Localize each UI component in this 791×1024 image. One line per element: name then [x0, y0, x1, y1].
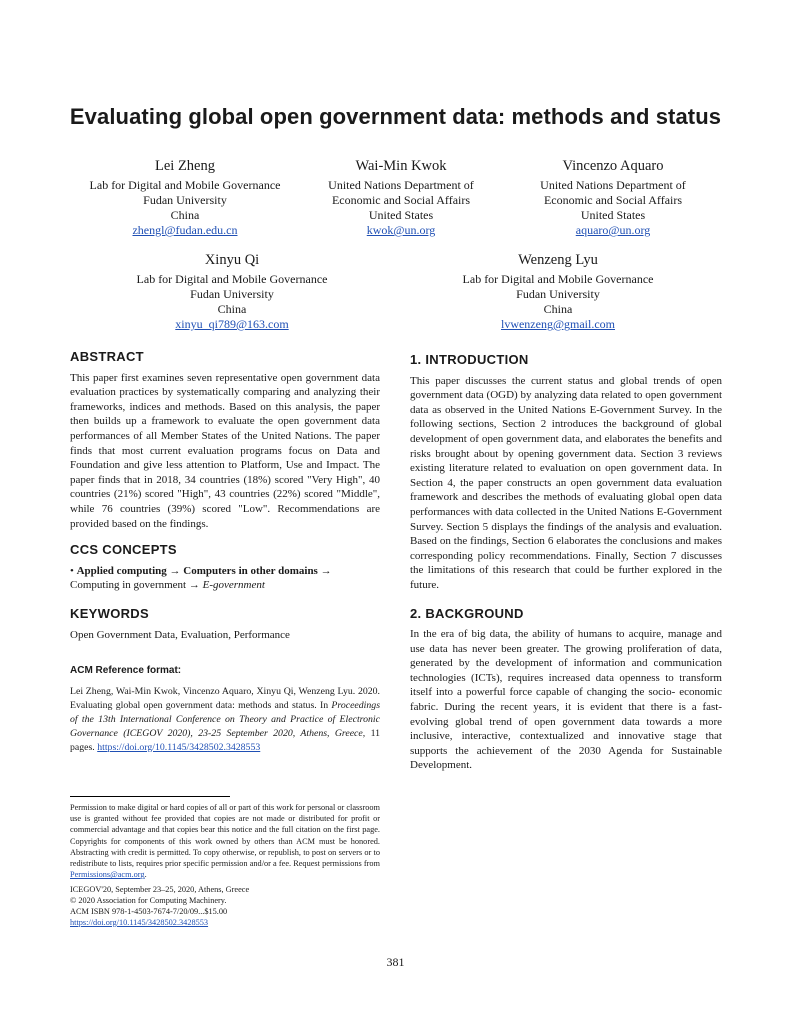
author-name: Lei Zheng [155, 158, 215, 174]
author-affiliation: United Nations Department of [540, 178, 686, 192]
ccs-concept: E-government [202, 579, 265, 592]
conf-line: ACM ISBN 978-1-4503-7674-7/20/09...$15.00 [70, 907, 228, 916]
author-email-link[interactable]: zhengl@fudan.edu.cn [132, 223, 238, 237]
author-block [438, 251, 678, 332]
acm-ref-doi-link[interactable]: https://doi.org/10.1145/3428502.3428553 [97, 741, 261, 753]
keywords-heading: KEYWORDS [70, 605, 149, 621]
author-block [112, 251, 352, 332]
conference-info [70, 884, 380, 928]
background-heading: 2. BACKGROUND [410, 605, 524, 621]
acm-ref-authors: Lei Zheng, Wai-Min Kwok, Vincenzo Aquaro, Xinyu Qi, Wenzeng Lyu. 2020. Evaluating global open government data: methods and status. In [70, 685, 380, 711]
author-affiliation: Lab for Digital and Mobile Governance [89, 178, 281, 192]
left-column [70, 350, 380, 755]
arrow-icon: → [320, 564, 332, 577]
author-email-link[interactable]: lvwenzeng@gmail.com [500, 317, 616, 331]
ccs-concept: Computers in other domains [183, 564, 318, 577]
author-affiliation: Lab for Digital and Mobile Governance [462, 272, 654, 286]
author-country: United States [368, 208, 434, 222]
author-org: Fudan University [190, 287, 274, 301]
arrow-icon: → [169, 564, 181, 577]
introduction-text: This paper discusses the current status and global trends of open government data (OGD) by analyzing data related to open government data as observed in the United Nations E-Government Survey. In the following sections, Section 2 introduces the background of global development of open government data, and elaborates the benefits and risks brought about by opening government data. Section 3 reviews existing literature related to evaluation on open government data. In Section 4, the paper constructs an open government data evaluation framework and describes the methods of evaluating global open data performances with data collected in the United Nations E-Government Survey. Section 5 displays the findings of the analysis and evaluation. Based on the findings, Section 6 elaborates the conclusions and makes corresponding policy recommendations. Finally, Section 7 discusses the limitations of this research that could be further explored in the future. [410, 374, 722, 591]
conf-line: © 2020 Association for Computing Machinery. [70, 896, 227, 905]
author-name: Xinyu Qi [204, 252, 260, 268]
conf-doi-link[interactable]: https://doi.org/10.1145/3428502.3428553 [70, 918, 209, 927]
author-org: Fudan University [143, 193, 227, 207]
author-country: China [217, 302, 247, 316]
permission-period: . [144, 870, 147, 880]
right-column [410, 353, 722, 773]
acm-reference-text [70, 685, 380, 755]
paper-title: Evaluating global open government data: methods and status [69, 104, 722, 129]
abstract-heading: ABSTRACT [70, 349, 144, 364]
footnote-divider [70, 796, 230, 797]
author-email-link[interactable]: kwok@un.org [366, 223, 436, 237]
author-name: Wai-Min Kwok [355, 158, 447, 174]
author-country: China [170, 208, 200, 222]
author-block [288, 157, 514, 238]
arrow-icon: → [188, 579, 200, 592]
ccs-concept: Computing in government [70, 579, 187, 592]
author-country: China [543, 302, 573, 316]
abstract-text: This paper first examines seven representative open government data evaluation practices by systematically comparing and analyzing their frameworks, indices and methods. Based on this analysis, the paper then builds up a framework to evaluate the open government data performances of all Member States of the United Nations. The paper finds that most current evaluation programs focus on Data and Foundation and give less attention to Platform, Use and Impact. The paper finds that in 2018, 34 countries (18%) scored "Very High", 40 countries (21%) scored "High", 43 countries (22%) scored "Middle", while 76 countries (39%) scored "Low". Recommendations are provided based on the findings. [70, 371, 380, 530]
acm-ref-pages: 11 pages. [70, 727, 380, 753]
author-block [500, 157, 726, 238]
permissions-email-link[interactable]: Permissions@acm.org [70, 870, 145, 880]
author-email-link[interactable]: aquaro@un.org [575, 223, 651, 237]
author-email-link[interactable]: xinyu_qi789@163.com [175, 317, 289, 331]
ccs-concept: Applied computing [76, 564, 167, 577]
author-org: Fudan University [516, 287, 600, 301]
author-name: Wenzeng Lyu [518, 252, 598, 268]
introduction-heading: 1. INTRODUCTION [410, 352, 529, 367]
author-block [60, 157, 310, 238]
acm-reference-heading: ACM Reference format: [70, 665, 182, 677]
permission-text: Permission to make digital or hard copies of all or part of this work for personal or classroom use is granted without fee provided that copies are not made or distributed for profit or commercial advantage and that copies bear this notice and the full citation on the first page. Copyrights for components of this work owned by others than ACM must be honored. Abstracting with credit is permitted. To copy otherwise, or republish, to post on servers or to redistribute to lists, requires prior specific permission and/or a fee. Request permissions from [70, 803, 380, 869]
author-name: Vincenzo Aquaro [562, 158, 664, 174]
author-country: United States [580, 208, 646, 222]
acm-ref-venue: Proceedings of the 13th International Conference on Theory and Practice of Electronic Governance (ICEGOV 2020), 23-25 September 2020, Athens, Greece, [70, 699, 381, 739]
author-org: Economic and Social Affairs [543, 193, 683, 207]
keywords-text: Open Government Data, Evaluation, Performance [70, 628, 290, 641]
page-number: 381 [386, 955, 405, 969]
conf-line: ICEGOV'20, September 23–25, 2020, Athens, Greece [70, 885, 250, 894]
author-affiliation: United Nations Department of [328, 178, 474, 192]
bullet: • [70, 564, 74, 577]
author-org: Economic and Social Affairs [331, 193, 471, 207]
permission-notice [70, 802, 380, 880]
author-affiliation: Lab for Digital and Mobile Governance [136, 272, 328, 286]
ccs-heading: CCS CONCEPTS [70, 542, 177, 558]
background-text: In the era of big data, the ability of humans to acquire, manage and use data has never been greater. The growing proliferation of data, generated by the development of information and communication technologies (ICTs), requires increased data openness to transform itself into a powerful force capable of changing the socio- economic fabric. During the recent years, it is evident that there is a fast-evolving global trend of open government data towards a more inclusive, interactive, contextualized and innovative stage that supports the achievement of the 2030 Agenda for Sustainable Development. [410, 628, 722, 772]
ccs-concepts [70, 564, 380, 593]
